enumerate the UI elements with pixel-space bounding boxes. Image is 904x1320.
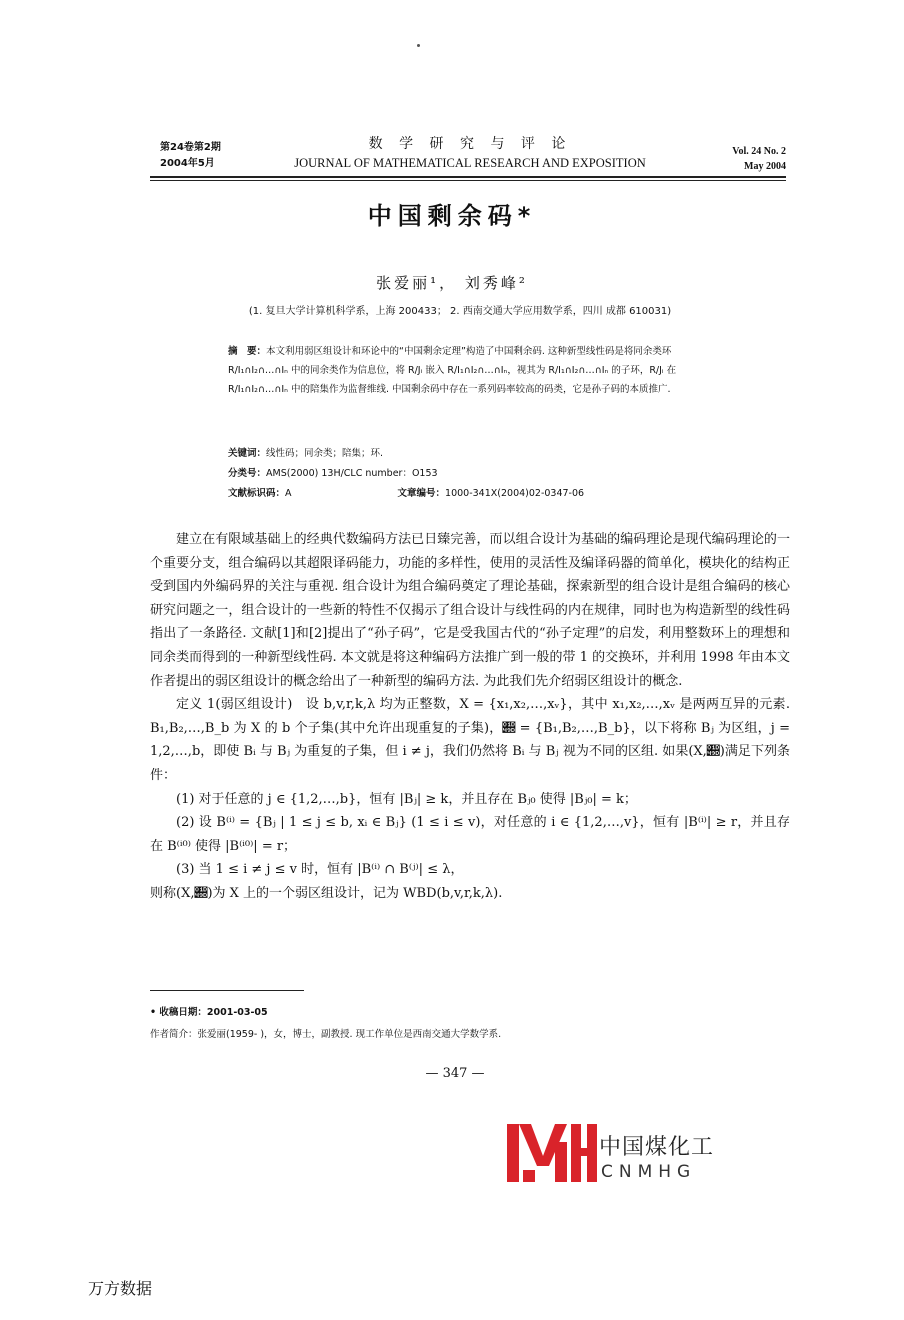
wanfang-watermark: 万方数据 xyxy=(88,1279,153,1298)
footnote-rule xyxy=(150,990,304,991)
footnote-received: • 收稿日期：2001-03-05 xyxy=(150,1007,268,1018)
date-cn: 2004年5月 xyxy=(160,158,215,169)
affiliations: (1. 复旦大学计算机科学系，上海 200433； 2. 西南交通大学应用数学系，四川 成都 610031) xyxy=(248,306,672,317)
condition-3: (3) 当 1 ≤ i ≠ j ≤ v 时，恒有 |B⁽ⁱ⁾ ∩ B⁽ʲ⁾| ≤ λ， xyxy=(176,862,464,878)
scan-speck xyxy=(417,44,420,47)
authors: 张爱丽¹， 刘秀峰² xyxy=(376,274,528,292)
footnote-bio: 作者简介：张爱丽(1959- )，女，博士，副教授. 现工作单位是西南交通大学数学系. xyxy=(150,1029,502,1040)
volume-cn: 第24卷第2期 xyxy=(160,142,221,153)
page-number: — 347 — xyxy=(425,1066,485,1081)
journal-title-cn: 数 学 研 究 与 评 论 xyxy=(368,136,572,152)
cnmhg-logo xyxy=(505,1122,715,1186)
classification-text: AMS(2000) 13H/CLC number：O153 xyxy=(266,468,438,479)
journal-title-en: JOURNAL OF MATHEMATICAL RESEARCH AND EXPOSITION xyxy=(294,156,646,170)
cnmhg-logo-mark xyxy=(505,1122,597,1186)
article-no-text: 1000-341X(2004)02-0347-06 xyxy=(445,488,585,499)
volume-en: Vol. 24 No. 2 xyxy=(732,146,786,157)
paragraph-intro: 建立在有限域基础上的经典代数编码方法已日臻完善，而以组合设计为基础的编码理论是现代编码理论的一个重要分支，组合编码以其超限译码能力，功能的多样性，使用的灵活性及编译码器的简单化，模块化的结构正受到国内外编码界的关注与重视. 组合设计为组合编码奠定了理论基础，探索新型的组合设计是组合编码的核心研究问题之一，组合设计的一些新的特性不仅揭示了组合设计与线性码的内在规律，同时也为构造新型的线性码指出了一条路径. 文献[1]和[2]提出了“孙子码”，它是受我国古代的“孙子定理”的启发，利用整数环上的理想和同余类而得到的一种新型线性码. 本文就是将这种编码方法推广到一般的带 1 的交换环，并利用 1998 年由本文作者提出的弱区组设计的概念给出了一种新型的编码方法. 为此我们先介绍弱区组设计的概念. xyxy=(150,532,790,689)
date-en: May 2004 xyxy=(744,161,786,172)
condition-1: (1) 对于任意的 j ∈ {1,2,…,b}，恒有 |Bⱼ| ≥ k，并且存在 Bⱼ₀ 使得 |Bⱼ₀| = k； xyxy=(176,791,637,807)
footnotes xyxy=(150,1002,790,1046)
header-journal xyxy=(260,134,680,172)
header-rule-thick xyxy=(150,176,786,178)
definition-1: 定义 1(弱区组设计) 设 b,v,r,k,λ 均为正整数，X = {x₁,x₂,…,xᵥ}，其中 x₁,x₂,…,xᵥ 是两两互异的元素. B₁,B₂,…,B_b 为 X 的 b 个子集(其中允许出现重复的子集)，𝒝 = {B₁,B₂,…,B_b}，以下将称 Bⱼ 为区组，j = 1,2,…,b，即使 Bᵢ 与 Bⱼ 为重复的子集，但 i ≠ j，我们仍然将 Bᵢ 与 Bⱼ 视为不同的区组. 如果(X,𝒝)满足下列条件： xyxy=(150,697,790,783)
article-no-label: 文章编号： xyxy=(397,488,446,499)
abstract xyxy=(228,342,716,399)
definition-conclusion: 则称(X,𝒝)为 X 上的一个弱区组设计，记为 WBD(b,v,r,k,λ). xyxy=(150,885,503,901)
doc-code-label: 文献标识码： xyxy=(228,488,286,499)
abstract-label: 摘 要： xyxy=(228,346,267,357)
body-text xyxy=(150,528,790,906)
doc-code-text: A xyxy=(285,488,292,499)
header-rule-thin xyxy=(150,180,786,181)
logo-text-en: CNMHG xyxy=(601,1162,697,1182)
keywords-label: 关键词： xyxy=(228,448,267,459)
paper-title: 中国剩余码* xyxy=(367,202,537,230)
classification-label: 分类号： xyxy=(228,468,267,479)
header-volume-en xyxy=(704,144,786,174)
header-volume-cn xyxy=(160,140,221,172)
abstract-text: 本文利用弱区组设计和环论中的“中国剩余定理”构造了中国剩余码. 这种新型线性码是将同余类环 R/I₁∩I₂∩…∩Iₙ 中的同余类作为信息位，将 R/Jᵢ 嵌入 R/I₁∩I₂∩…∩Iₙ，视其为 R/I₁∩I₂∩…∩Iₙ 的子环，R/Jᵢ 在 R/I₁∩I₂∩…∩Iₙ 中的陪集作为监督维线. 中国剩余码中存在一系列码率较高的码类，它是孙子码的本质推广. xyxy=(228,346,677,395)
logo-text-cn: 中国煤化工 xyxy=(599,1135,715,1160)
condition-2: (2) 设 B⁽ⁱ⁾ = {Bⱼ | 1 ≤ j ≤ b, xᵢ ∈ Bⱼ} (1 ≤ i ≤ v)，对任意的 i ∈ {1,2,…,v}，恒有 |B⁽ⁱ⁾| ≥ r，并且存在 B⁽ⁱ⁰⁾ 使得 |B⁽ⁱ⁰⁾| = r； xyxy=(150,815,790,854)
keywords-block xyxy=(228,444,716,504)
keywords-text: 线性码；同余类；陪集；环. xyxy=(266,448,384,459)
